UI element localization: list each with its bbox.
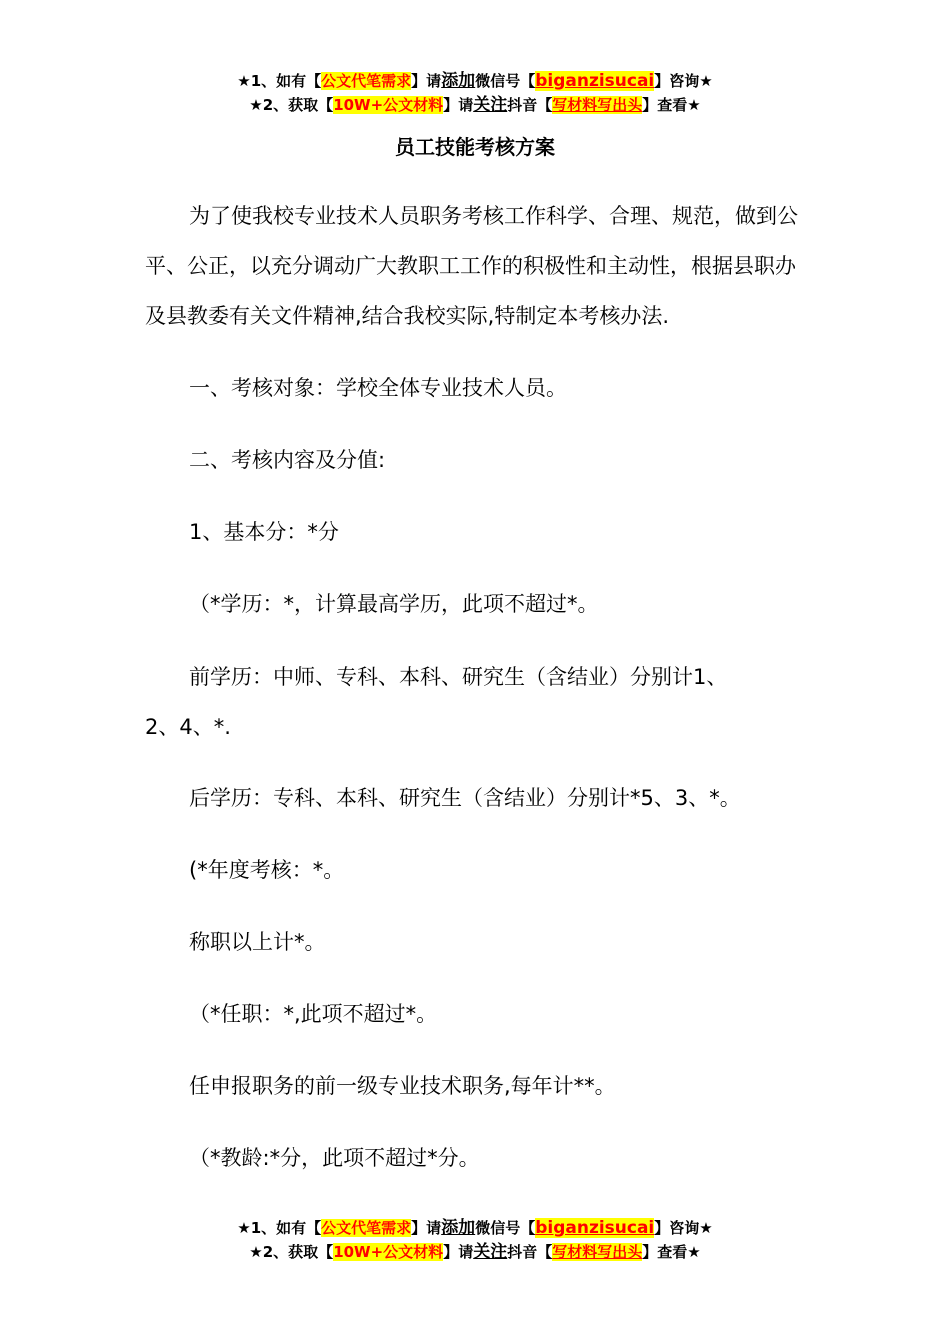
promo-text: 抖音【 xyxy=(507,1243,553,1261)
promo-text: 】咨询★ xyxy=(654,72,713,90)
promo-line-2 xyxy=(0,1240,950,1264)
promo-text: 】查看★ xyxy=(642,1243,701,1261)
promo-emphasis: 关注 xyxy=(473,95,508,115)
promo-text: 】请 xyxy=(443,1243,474,1261)
promo-text: 】查看★ xyxy=(642,96,701,114)
promo-highlight: 10W+公文材料 xyxy=(333,1243,444,1261)
douyin-account-link[interactable]: 写材料写出头 xyxy=(552,1243,643,1261)
promo-text: 】咨询★ xyxy=(654,1219,713,1237)
promo-text: ★2、获取【 xyxy=(249,96,334,114)
body-paragraph: 1、基本分：*分 xyxy=(189,520,339,544)
promo-text: ★2、获取【 xyxy=(249,1243,334,1261)
body-paragraph: 前学历：中师、专科、本科、研究生（含结业）分别计1、2、4、*. xyxy=(145,665,728,739)
doc-title: 员工技能考核方案 xyxy=(395,135,555,159)
promo-banner-bottom xyxy=(0,1216,950,1264)
douyin-account-link[interactable]: 写材料写出头 xyxy=(552,96,643,114)
intro-paragraph: 为了使我校专业技术人员职务考核工作科学、合理、规范，做到公平、公正，以充分调动广大教职工工作的积极性和主动性，根据县职办及县教委有关文件精神,结合我校实际,特制定本考核办法. xyxy=(145,204,798,328)
promo-text: 微信号【 xyxy=(475,1219,536,1237)
wechat-id-link[interactable]: biganzisucai xyxy=(535,1218,655,1238)
promo-text: 】请 xyxy=(443,96,474,114)
promo-text: 抖音【 xyxy=(507,96,553,114)
promo-highlight: 公文代笔需求 xyxy=(321,1219,412,1237)
body-paragraph: （*教龄:*分，此项不超过*分。 xyxy=(189,1146,480,1170)
body-paragraph: 任申报职务的前一级专业技术职务,每年计**。 xyxy=(189,1074,616,1098)
promo-text: ★1、如有【 xyxy=(237,72,322,90)
promo-emphasis: 添加 xyxy=(441,1218,476,1238)
body-paragraph: 称职以上计*。 xyxy=(189,930,326,954)
promo-banner-top xyxy=(0,69,950,117)
promo-emphasis: 添加 xyxy=(441,71,476,91)
promo-text: 】请 xyxy=(411,72,442,90)
body-paragraph: （*学历：*，计算最高学历，此项不超过*。 xyxy=(189,592,599,616)
section-heading: 一、考核对象：学校全体专业技术人员。 xyxy=(189,376,567,400)
promo-text: ★1、如有【 xyxy=(237,1219,322,1237)
body-paragraph: (*年度考核：*。 xyxy=(189,858,345,882)
body-paragraph: 后学历：专科、本科、研究生（含结业）分别计*5、3、*。 xyxy=(189,786,741,810)
promo-line-1 xyxy=(0,69,950,93)
wechat-id-link[interactable]: biganzisucai xyxy=(535,71,655,91)
promo-line-1 xyxy=(0,1216,950,1240)
promo-highlight: 10W+公文材料 xyxy=(333,96,444,114)
section-heading: 二、考核内容及分值: xyxy=(189,448,386,472)
promo-line-2 xyxy=(0,93,950,117)
promo-text: 微信号【 xyxy=(475,72,536,90)
promo-emphasis: 关注 xyxy=(473,1242,508,1262)
promo-highlight: 公文代笔需求 xyxy=(321,72,412,90)
body-paragraph: （*任职：*,此项不超过*。 xyxy=(189,1002,438,1026)
promo-text: 】请 xyxy=(411,1219,442,1237)
